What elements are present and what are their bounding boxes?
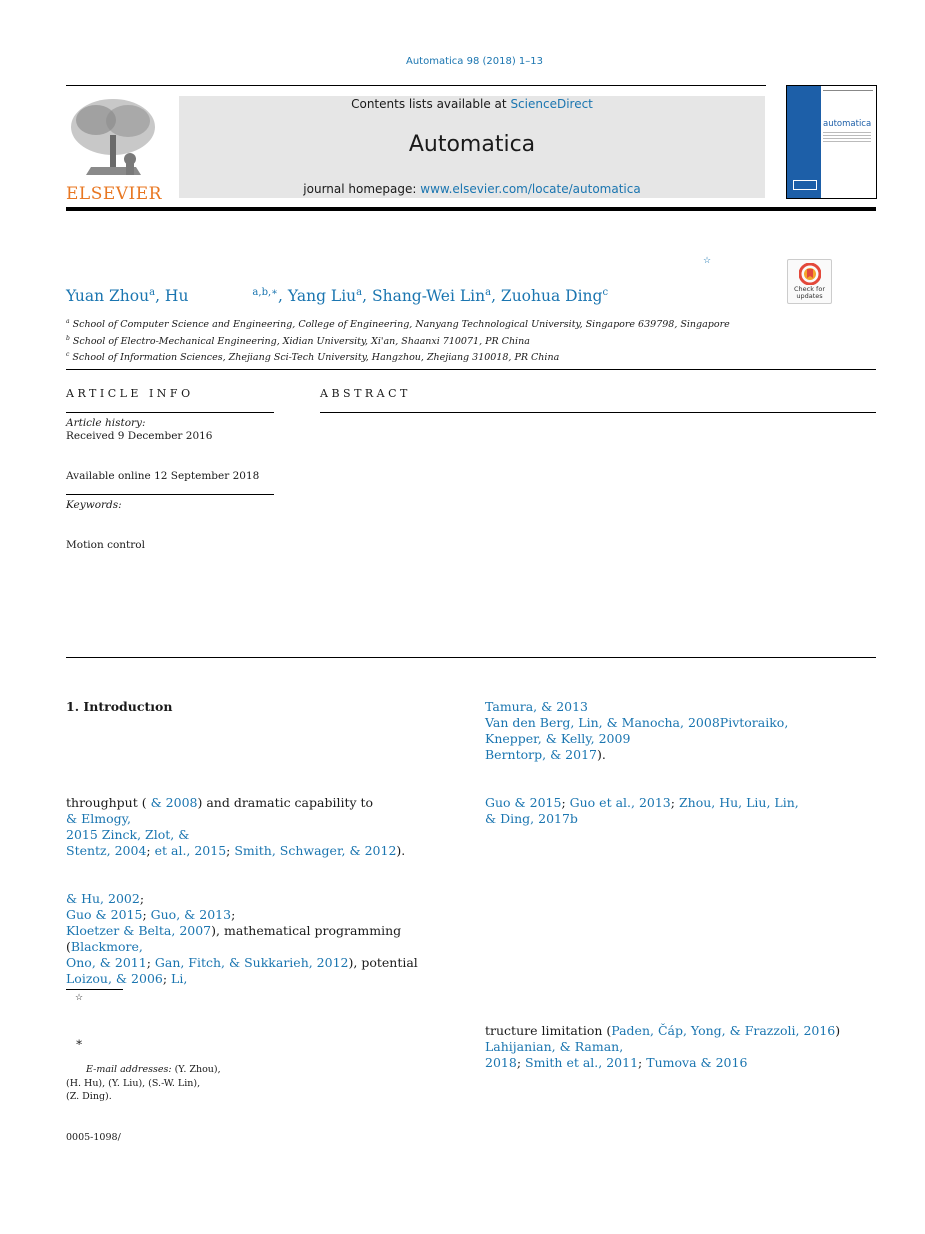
text-span: ; — [670, 795, 679, 810]
text-line — [66, 843, 461, 859]
intro-right-column-bottom — [485, 1023, 880, 1071]
citation-link[interactable]: Guo, & 2013 — [150, 907, 232, 922]
email-label: E-mail addresses: — [86, 1064, 172, 1075]
author-name[interactable]: Zuohua Ding — [500, 287, 603, 306]
email-entry: (Z. Ding). — [66, 1091, 112, 1102]
citation-link[interactable]: Guo & 2015 — [66, 907, 143, 922]
issn: 0005-1098/ — [66, 1132, 121, 1143]
citation-link[interactable]: 2018 — [485, 1055, 517, 1070]
affiliation-mark: a — [66, 318, 70, 325]
cover-subtitle-lines — [823, 132, 871, 142]
article-info-rule — [66, 412, 274, 413]
author-affiliation-mark[interactable]: a — [149, 287, 156, 298]
text-line — [66, 795, 461, 811]
intro-left-column — [66, 795, 461, 987]
keywords-label: Keywords: — [66, 499, 122, 511]
citation-link[interactable]: & Hu, 2002 — [66, 891, 140, 906]
article-info-heading: ARTICLE INFO — [66, 387, 194, 400]
text-line — [485, 1023, 880, 1039]
citation-link[interactable]: Lahijanian, & Raman, — [485, 1039, 624, 1054]
check-updates-label: Check for updates — [794, 285, 825, 300]
text-line — [66, 1090, 466, 1104]
text-span: ; — [146, 955, 155, 970]
author-affiliation-mark[interactable]: a,b,∗ — [252, 287, 278, 298]
text-line — [485, 795, 880, 811]
author-name[interactable]: Yang Liu — [287, 287, 357, 306]
text-span: ), potential — [348, 955, 418, 970]
text-line — [485, 731, 880, 747]
text-line — [66, 1077, 466, 1091]
affiliation-item — [66, 332, 866, 349]
citation-link[interactable]: Guo & 2015 — [485, 795, 562, 810]
text-line — [66, 955, 461, 971]
received-date: Received 9 December 2016 — [66, 430, 213, 442]
text-line — [485, 1055, 880, 1071]
text-span: ). — [396, 843, 406, 858]
citation-link[interactable]: Pivtoraiko, — [719, 715, 789, 730]
footnote-asterisk: ∗ — [75, 1035, 84, 1049]
email-entry: (Y. Zhou), — [174, 1064, 221, 1075]
affiliations-rule — [66, 369, 876, 370]
front-matter-rule — [66, 657, 876, 658]
text-line — [66, 923, 461, 955]
text-line — [485, 811, 880, 827]
text-line — [485, 699, 880, 715]
journal-title: Automatica — [408, 132, 536, 157]
sciencedirect-link[interactable]: ScienceDirect — [510, 97, 593, 111]
text-span: ; — [162, 971, 172, 986]
text-span: ; — [516, 1055, 525, 1070]
citation-link[interactable]: Gan, Fitch, & Sukkarieh, 2012 — [154, 955, 349, 970]
citation-link[interactable]: Ono, & 2011 — [66, 955, 147, 970]
text-span: ), mathematical programming ( — [66, 923, 402, 954]
author-separator: , — [362, 287, 372, 306]
affiliation-mark: c — [66, 351, 70, 359]
citation-link[interactable]: Knepper, & Kelly, 2009 — [485, 731, 631, 746]
homepage-line — [179, 182, 765, 196]
abstract-rule — [320, 412, 876, 413]
text-line — [485, 715, 880, 731]
author-name[interactable]: Shang-Wei Lin — [371, 287, 486, 306]
footnote-emails — [66, 1063, 466, 1104]
affiliation-item — [66, 348, 866, 365]
text-line — [485, 747, 880, 763]
text-line — [66, 811, 461, 827]
author-affiliation-mark[interactable]: a — [485, 287, 492, 298]
text-line — [66, 827, 461, 843]
footnote-star: ☆ — [75, 993, 84, 1003]
citation-link[interactable]: Blackmore, — [70, 939, 143, 954]
available-online-date: Available online 12 September 2018 — [66, 470, 260, 482]
header-top-rule — [66, 85, 766, 86]
affiliation-text: School of Electro-Mechanical Engineering, Xidian University, Xi'an, Shaanxi 710071, PR China — [72, 335, 530, 347]
text-span: ). — [597, 747, 606, 762]
author-separator: , — [277, 287, 288, 306]
keywords-rule — [66, 494, 274, 495]
citation-link[interactable]: Zhou, Hu, Liu, Lin, — [678, 795, 799, 810]
citation-link[interactable]: Kloetzer & Belta, 2007 — [66, 923, 212, 938]
contents-prefix: Contents lists available at — [351, 97, 511, 111]
author-separator: , — [491, 287, 501, 306]
intro-right-column-top — [485, 699, 880, 827]
citation-link[interactable]: Loizou, & 2006 — [66, 971, 163, 986]
author-affiliation-mark[interactable]: a — [356, 287, 363, 298]
abstract-heading: ABSTRACT — [320, 387, 411, 400]
text-span: ; — [231, 907, 236, 922]
text-span: throughput ( — [66, 795, 147, 810]
text-line — [66, 891, 461, 907]
citation-link[interactable]: Guo et al., 2013 — [569, 795, 671, 810]
contents-line — [179, 97, 765, 111]
affiliation-text: School of Information Sciences, Zhejiang Sci-Tech University, Hangzhou, Zhejiang 310018, PR China — [72, 352, 560, 364]
citation-link[interactable]: & Ding, 2017b — [485, 811, 578, 826]
cover-ifac-mark — [793, 180, 817, 190]
homepage-prefix: journal homepage: — [303, 182, 421, 196]
elsevier-logo[interactable] — [66, 95, 162, 204]
check-updates-icon — [799, 263, 821, 285]
journal-cover[interactable] — [786, 85, 877, 199]
elsevier-tree-icon — [66, 95, 161, 180]
citation-link[interactable]: Smith, Schwager, & 2012 — [234, 843, 397, 858]
citation-link[interactable]: Stentz, 2004 — [66, 843, 147, 858]
author-name[interactable]: Yuan Zhou — [66, 287, 150, 306]
journal-citation[interactable]: Automatica 98 (2018) 1–13 — [406, 56, 544, 67]
masthead — [179, 96, 765, 198]
citation-link[interactable]: 2015 Zinck, Zlot, & — [66, 827, 190, 842]
text-line — [66, 907, 461, 923]
citation-link[interactable]: Paden, Čáp, Yong, & Frazzoli, 2016 — [611, 1023, 836, 1038]
citation-link[interactable]: Berntorp, & 2017 — [485, 747, 597, 762]
text-span: ; — [226, 843, 235, 858]
email-entry: (H. Hu), (Y. Liu), (S.-W. Lin), — [66, 1077, 201, 1089]
text-span: ) — [835, 1023, 841, 1038]
text-line — [66, 971, 461, 987]
elsevier-wordmark: ELSEVIER — [66, 184, 162, 204]
citation-link[interactable]: Van den Berg, Lin, & Manocha, 2008 — [485, 715, 720, 730]
article-history-label: Article history: — [66, 417, 146, 429]
homepage-link[interactable]: www.elsevier.com/locate/automatica — [420, 182, 641, 196]
keyword-item: Motion control — [66, 539, 145, 551]
text-span: ) and dramatic capability to — [197, 795, 374, 810]
citation-link[interactable]: Tumova & 2016 — [646, 1055, 748, 1070]
text-span: ; — [139, 891, 145, 906]
check-for-updates-button[interactable] — [787, 259, 832, 304]
text-span: ; — [142, 907, 151, 922]
citation-link[interactable]: Li, — [171, 971, 188, 986]
author-line — [66, 287, 608, 305]
affiliation-mark: b — [66, 334, 70, 342]
masthead-rule — [66, 207, 876, 211]
cover-line — [823, 90, 873, 91]
cover-title: automatica — [823, 119, 872, 129]
section-heading-introduction: 1. Introductıon — [66, 699, 173, 714]
author-affiliation-mark[interactable]: c — [602, 287, 609, 298]
citation-link[interactable]: et al., 2015 — [154, 843, 227, 858]
affiliation-text: School of Computer Science and Engineering, College of Engineering, Nanyang Technological University, Singapore 639798, Singapore — [72, 319, 730, 331]
citation-link[interactable]: & Elmogy, — [66, 811, 131, 826]
text-line — [485, 1039, 880, 1055]
citation-link[interactable]: Tamura, & 2013 — [485, 699, 589, 714]
author-name[interactable]: Hu — [164, 287, 189, 306]
footnote-rule — [66, 989, 123, 990]
text-span: ; — [561, 795, 570, 810]
affiliation-item — [66, 315, 866, 332]
text-span: ; — [146, 843, 155, 858]
text-span: ; — [638, 1055, 647, 1070]
citation-link[interactable]: Smith et al., 2011 — [525, 1055, 639, 1070]
text-span: tructure limitation ( — [485, 1023, 612, 1038]
text-line — [66, 1063, 466, 1077]
citation-link[interactable]: & 2008 — [146, 795, 198, 810]
title-footnote-star[interactable]: ☆ — [703, 256, 712, 266]
author-separator: , — [155, 287, 165, 306]
affiliations — [66, 315, 866, 365]
